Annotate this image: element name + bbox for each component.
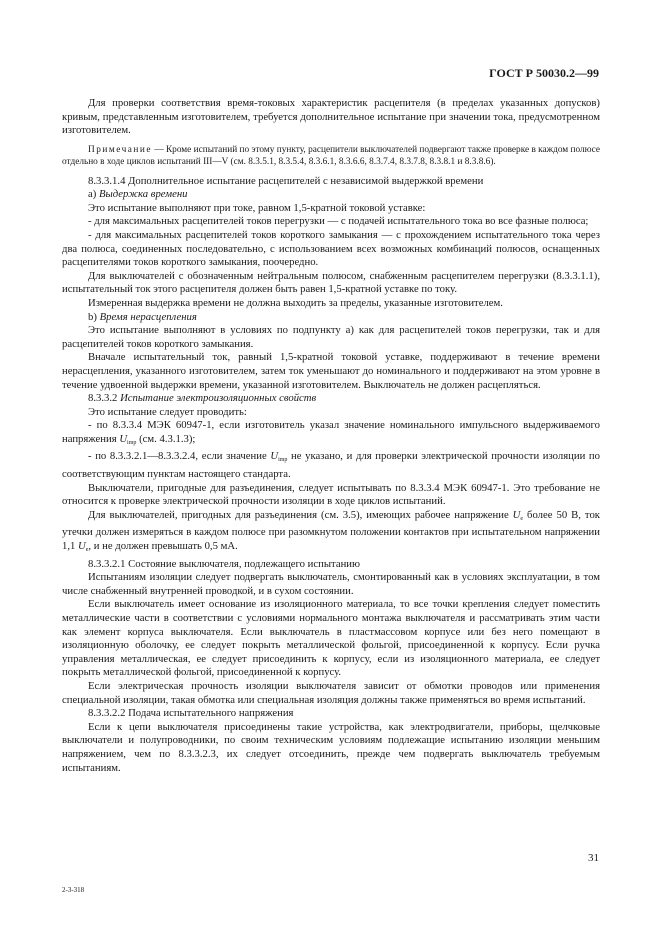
subsection-b-title: Время нерасцепления	[99, 310, 197, 323]
section-heading-8-3-3-2-1: 8.3.3.2.1 Состояние выключателя, подлежащего испытанию	[88, 557, 361, 570]
paragraph: Это испытание следует проводить:	[88, 405, 247, 418]
paragraph: - для максимальных расцепителей токов короткого замыкания — с прохождением испытательного тока через два полюса, соединенных последовательно, с использованием всех возможных комбинаций полюсов, оснащенных расцепителями токов короткого замыкания, поочередно.	[62, 228, 600, 269]
paragraph: Если к цепи выключателя присоединены такие устройства, как электродвигатели, приборы, щелчковые выключатели и полупроводники, по своим техническим условиям подлежащие испытанию изоляции меньшим напряжением, чем по 8.3.3.2.3, их следует отсоединить, прежде чем подвергать выключатель требуемым испытаниям.	[62, 720, 600, 774]
subsection-a-title: Выдержка времени	[98, 188, 188, 201]
paragraph: Если выключатель имеет основание из изоляционного материала, то все точки крепления следует поместить металлические части в соответствии с условиями нормального монтажа выключателя и рассматривать этим части как элемент корпуса выключателя. Если выключатель в пластмассовом корпусе или без него помещают в изоляционную оболочку, ее следует покрыть металлической фольгой, присоединенной к корпусу. Если ручка управления металлическая, ее следует присоединить к корпусу, если из изоляционного материала, ее следует покрыть металлической фольгой, присоединенной к корпусу.	[62, 598, 600, 679]
paragraph: Если электрическая прочность изоляции выключателя зависит от обмотки проводов или применения специальной изоляции, такая обмотка или специальная изоляция должны также применяться во время испытаний.	[62, 679, 600, 706]
paragraph: Вначале испытательный ток, равный 1,5-кратной токовой уставке, поддерживают в течение времени нерасцепления, указанного изготовителем, затем ток уменьшают до номинального и поддерживают на этом уровне в течение удвоенной выдержки времени, указанной изготовителем. Выключатель не должен расцепляться.	[62, 351, 600, 391]
paragraph: - для максимальных расцепителей токов перегрузки — с подачей испытательного тока во все фазные полюса;	[88, 215, 589, 228]
section-heading-8-3-3-2-2: 8.3.3.2.2 Подача испытательного напряжения	[88, 707, 294, 720]
paragraph: Выключатели, пригодные для разъединения, следует испытывать по 8.3.3.4 МЭК 60947-1. Это требование не относится к проверке электрической прочности изоляции в ходе циклов испытаний.	[62, 481, 600, 508]
document-body	[62, 97, 600, 775]
paragraph: - по 8.3.3.4 МЭК 60947-1, если изготовитель указал значение номинального импульсного выдерживаемого напряжения $U_{imp}$ (см. 4.3.1.3);	[62, 419, 600, 446]
paragraph: - по 8.3.3.2.1—8.3.3.2.4, если значение $U_{imp}$ не указано, и для проверки электрической прочности изоляции по соответствующим пунктам настоящего стандарта.	[62, 450, 600, 481]
note-text: — Кроме испытаний по этому пункту, расцепители выключателей подвергают также проверке в каждом полюсе отдельно в ходе циклов испытаний III—V (см. 8.3.5.1, 8.3.5.4, 8.3.6.1, 8.3.6.6, 8.3.7.4, 8.3.7.8, 8.3.8.1 и 8.3.8.6).	[62, 144, 600, 168]
subsection-b: b) Время нерасцепления	[88, 310, 197, 323]
paragraph: Это испытание выполняют при токе, равном 1,5-кратной токовой уставке:	[88, 201, 426, 214]
page-number: 31	[588, 852, 599, 864]
section-heading-8-3-3-1-4: 8.3.3.1.4 Дополнительное испытание расцепителей с независимой выдержкой времени	[88, 174, 484, 187]
note	[62, 144, 600, 169]
paragraph: Для выключателей с обозначенным нейтральным полюсом, снабженным расцепителем перегрузки (8.3.3.1.1), испытательный ток этого расцепителя должен быть равен 1,5-кратной уставке по току.	[62, 269, 600, 296]
standard-header: ГОСТ Р 50030.2—99	[489, 66, 599, 80]
paragraph: Испытаниям изоляции следует подвергать выключатель, смонтированный как в условиях эксплуатации, в том числе снабженный внутренней проводкой, и в сухом состоянии.	[62, 571, 600, 597]
note-label: Примечание	[88, 144, 152, 155]
paragraph: Для выключателей, пригодных для разъединения (см. 3.5), имеющих рабочее напряжение $U_e$ более 50 В, ток утечки должен измеряться в каждом полюсе при разомкнутом положении контактов при испытательном напряжении 1,1 $U_e$, и не должен превышать 0,5 мА.	[62, 508, 600, 554]
paragraph: Измеренная выдержка времени не должна выходить за пределы, указанные изготовителем.	[88, 296, 503, 309]
print-code: 2-3-318	[62, 886, 85, 894]
paragraph-intro: Для проверки соответствия время-токовых характеристик расцепителя (в пределах указанных допусков) кривым, представленным изготовителем, требуется дополнительное испытание при значении тока, предусмотренном изготовителем.	[62, 97, 600, 137]
subsection-a: a) Выдержка времени	[88, 188, 188, 201]
paragraph: Это испытание выполняют в условиях по подпункту а) как для расцепителей токов перегрузки, так и для расцепителей токов короткого замыкания.	[62, 324, 600, 350]
section-heading-8-3-3-2: 8.3.3.2 Испытание электроизоляционных свойств	[88, 392, 317, 405]
